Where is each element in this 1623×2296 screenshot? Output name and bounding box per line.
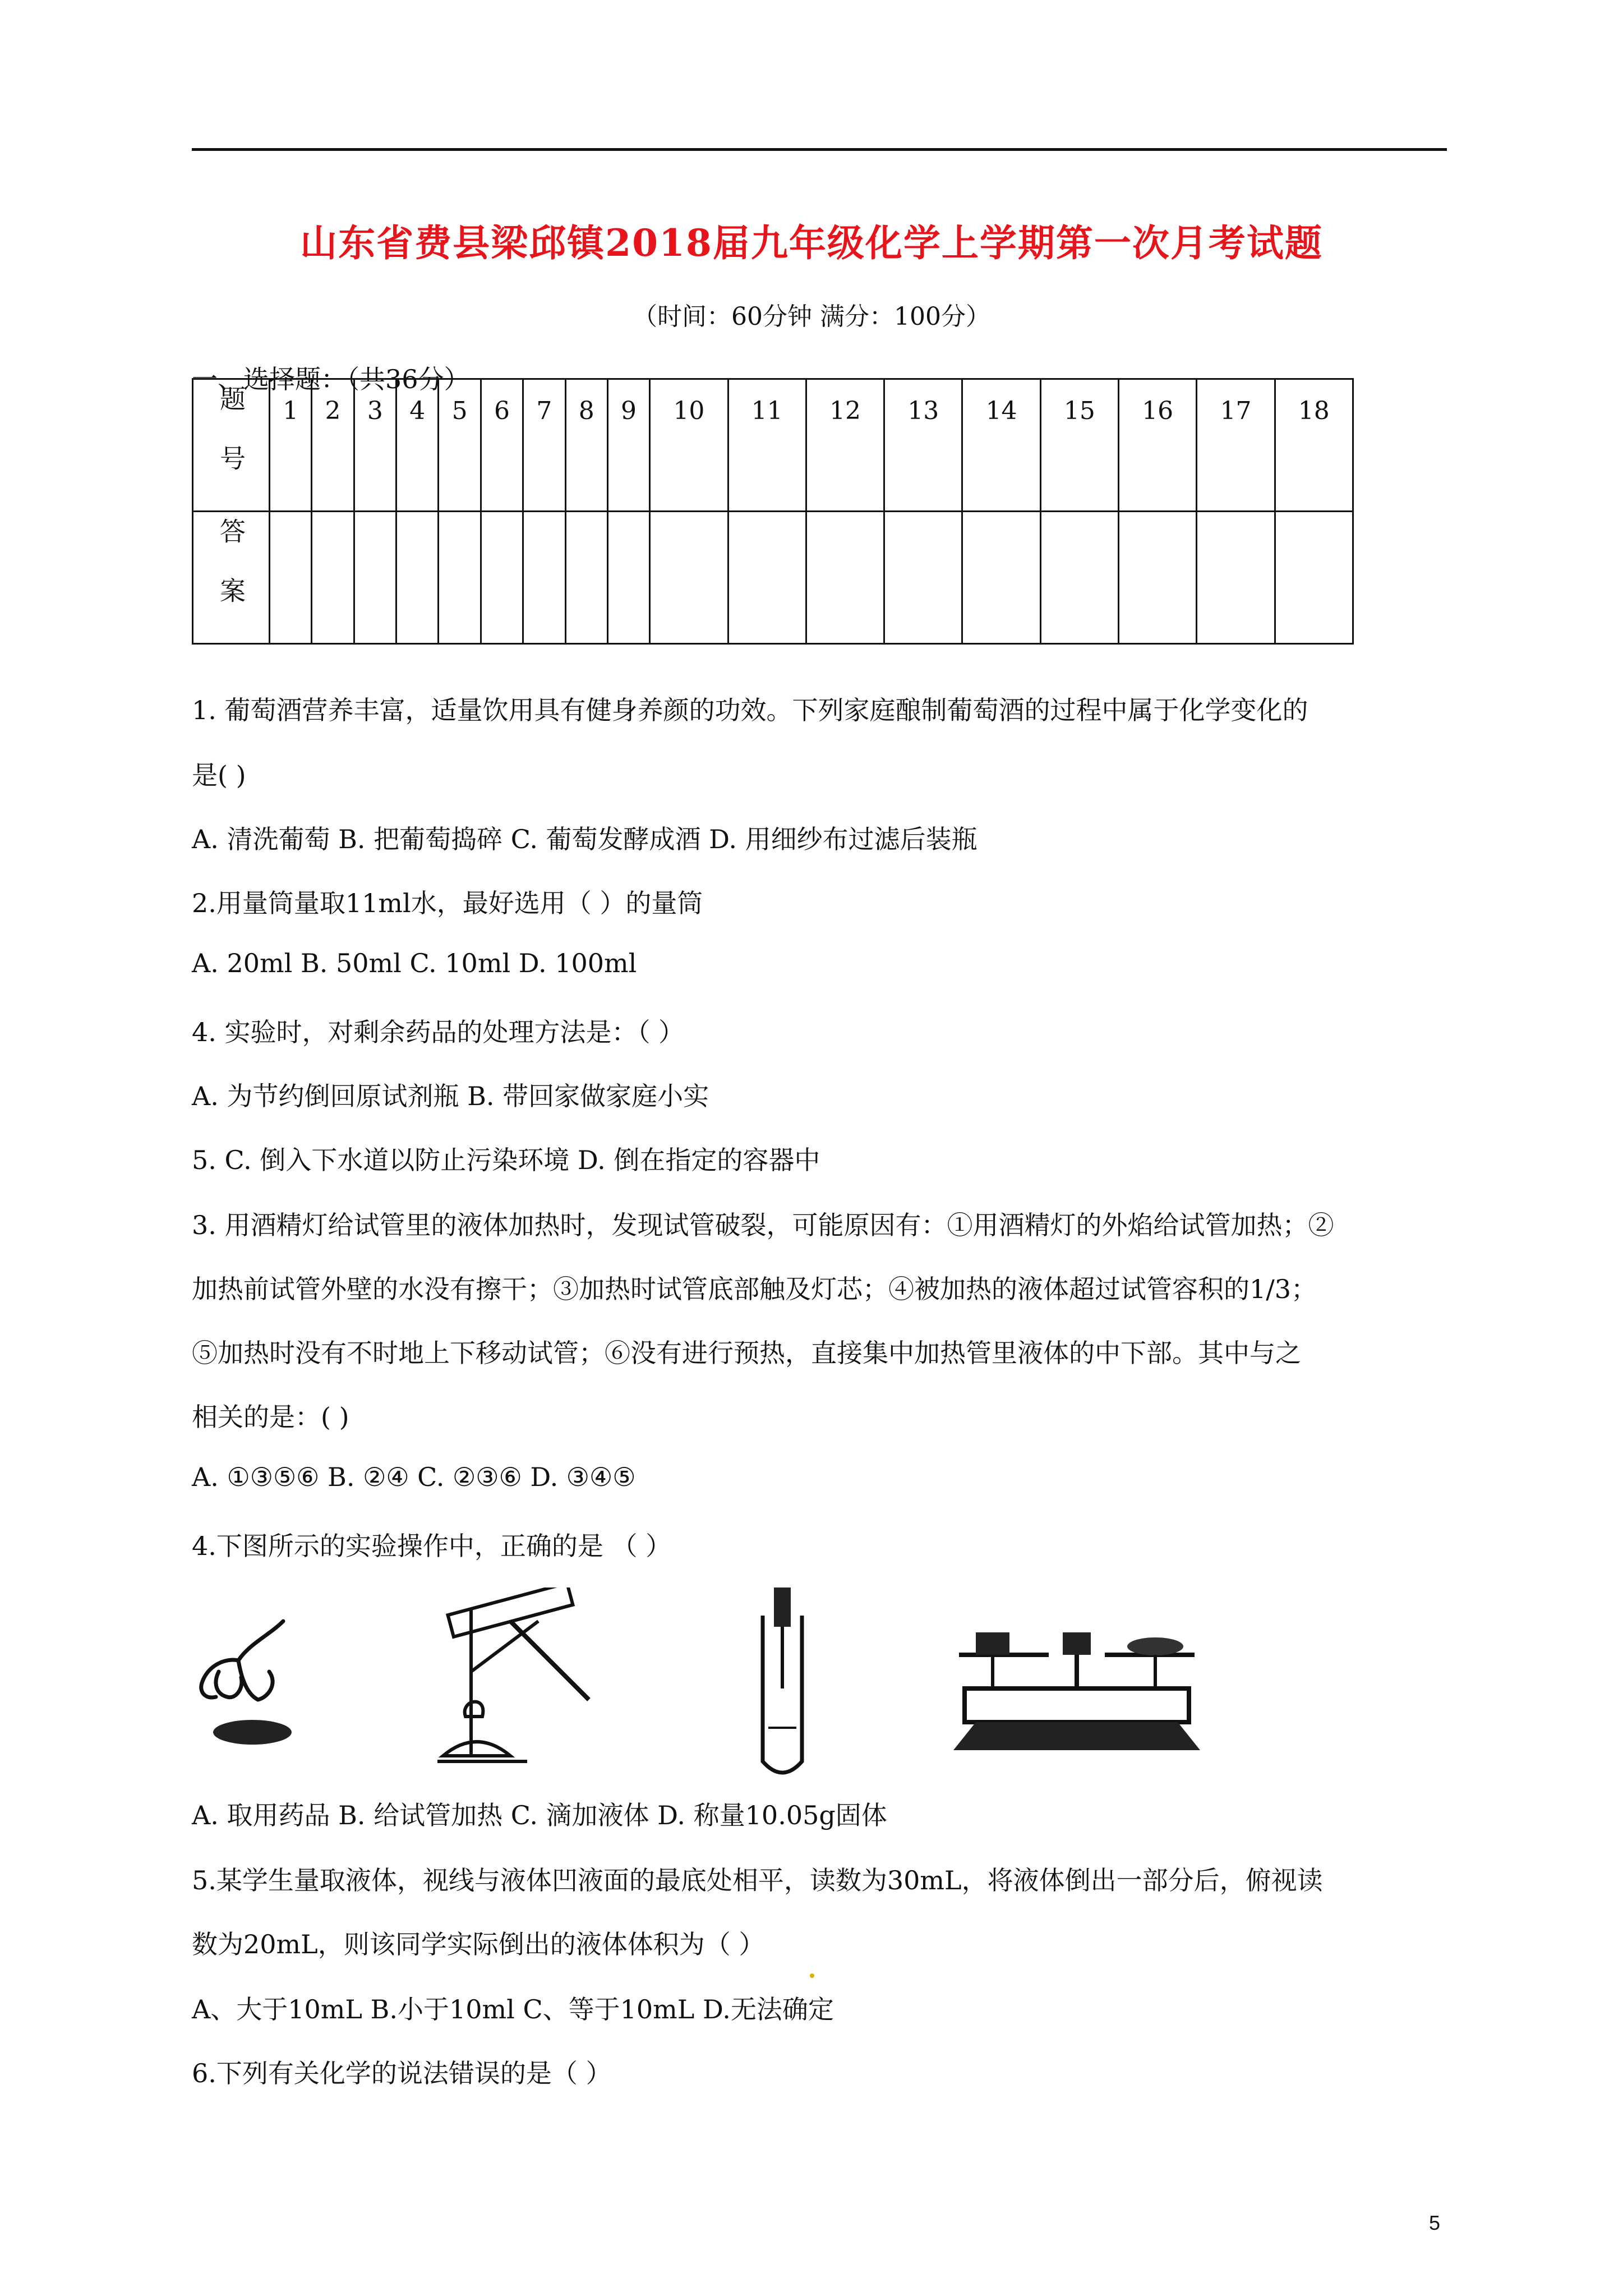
question-line: 相关的是：( )	[192, 1402, 349, 1432]
table-cell: 15	[1040, 379, 1118, 512]
question-line: 3. 用酒精灯给试管里的液体加热时，发现试管破裂，可能原因有：①用酒精灯的外焰给试管加热；②	[192, 1210, 1334, 1240]
table-cell: 18	[1275, 379, 1353, 512]
header-rule	[192, 148, 1447, 151]
row-header-answer: 答案	[193, 512, 270, 644]
answer-cell[interactable]	[565, 512, 607, 644]
question-line: 是( )	[192, 760, 246, 790]
answer-table	[192, 378, 1354, 645]
row-header-number: 题号	[193, 379, 270, 512]
question-line: 加热前试管外壁的水没有擦干；③加热时试管底部触及灯芯；④被加热的液体超过试管容积的1/3；	[192, 1274, 1317, 1304]
question-line: 1. 葡萄酒营养丰富，适量饮用具有健身养颜的功效。下列家庭酿制葡萄酒的过程中属于化学变化的	[192, 695, 1308, 725]
dropper-test-tube-figure	[751, 1582, 813, 1784]
table-cell: 14	[962, 379, 1040, 512]
section-heading: 一、选择题：（共36分）	[192, 364, 470, 394]
question-line: 6.下列有关化学的说法错误的是（ ）	[192, 2058, 612, 2088]
heating-test-tube-figure	[426, 1588, 617, 1773]
answer-cell[interactable]	[728, 512, 806, 644]
answer-cell[interactable]	[481, 512, 523, 644]
exam-info: （时间：60分钟 满分：100分）	[633, 302, 990, 331]
table-cell: 16	[1119, 379, 1197, 512]
answer-cell[interactable]	[1119, 512, 1197, 644]
answer-cell[interactable]	[312, 512, 354, 644]
question-line: A. 清洗葡萄 B. 把葡萄捣碎 C. 葡萄发酵成酒 D. 用细纱布过滤后装瓶	[192, 824, 978, 854]
table-row-numbers	[193, 379, 1353, 512]
table-cell: 10	[650, 379, 728, 512]
page-title: 山东省费县梁邱镇2018届九年级化学上学期第一次月考试题	[300, 221, 1323, 265]
question-line: 数为20mL，则该同学实际倒出的液体体积为（ ）	[192, 1929, 765, 1959]
question-line: A、大于10mL B.小于10ml C、等于10mL D.无法确定	[192, 1994, 834, 2024]
balance-scale-figure	[942, 1621, 1211, 1756]
question-line: A. ①③⑤⑥ B. ②④ C. ②③⑥ D. ③④⑤	[192, 1462, 636, 1492]
answer-cell[interactable]	[650, 512, 728, 644]
table-cell: 12	[806, 379, 884, 512]
table-row-answers	[193, 512, 1353, 644]
page-number: 5	[1429, 2211, 1441, 2234]
answer-cell[interactable]	[962, 512, 1040, 644]
mark-dot	[810, 1973, 814, 1978]
answer-cell[interactable]	[523, 512, 565, 644]
question-line: A. 取用药品 B. 给试管加热 C. 滴加液体 D. 称量10.05g固体	[192, 1800, 887, 1830]
answer-cell[interactable]	[1275, 512, 1353, 644]
question-line: 5.某学生量取液体，视线与液体凹液面的最底处相平，读数为30mL，将液体倒出一部分后，俯视读	[192, 1865, 1323, 1895]
answer-cell[interactable]	[806, 512, 884, 644]
table-cell: 1	[270, 379, 312, 512]
table-cell: 13	[884, 379, 962, 512]
answer-cell[interactable]	[354, 512, 396, 644]
table-cell: 17	[1197, 379, 1275, 512]
table-cell: 6	[481, 379, 523, 512]
question-line: A. 20ml B. 50ml C. 10ml D. 100ml	[192, 948, 637, 978]
answer-cell[interactable]	[270, 512, 312, 644]
question-line: ⑤加热时没有不时地上下移动试管；⑥没有进行预热，直接集中加热管里液体的中下部。其中与之	[192, 1338, 1301, 1368]
answer-cell[interactable]	[1197, 512, 1275, 644]
answer-cell[interactable]	[884, 512, 962, 644]
table-cell: 9	[607, 379, 649, 512]
question-line: 4.下图所示的实验操作中，正确的是 （ ）	[192, 1531, 672, 1561]
answer-cell[interactable]	[439, 512, 481, 644]
table-cell: 5	[439, 379, 481, 512]
table-cell: 8	[565, 379, 607, 512]
table-cell: 3	[354, 379, 396, 512]
answer-cell[interactable]	[607, 512, 649, 644]
table-cell: 11	[728, 379, 806, 512]
answer-cell[interactable]	[396, 512, 439, 644]
hand-taking-reagent-figure	[185, 1604, 320, 1756]
question-line: 2.用量筒量取11ml水，最好选用（ ）的量筒	[192, 888, 703, 918]
table-cell: 2	[312, 379, 354, 512]
question-line: A. 为节约倒回原试剂瓶 B. 带回家做家庭小实	[192, 1081, 709, 1111]
answer-cell[interactable]	[1040, 512, 1118, 644]
table-cell: 7	[523, 379, 565, 512]
table-cell: 4	[396, 379, 439, 512]
question-line: 5. C. 倒入下水道以防止污染环境 D. 倒在指定的容器中	[192, 1145, 820, 1175]
question-line: 4. 实验时，对剩余药品的处理方法是：（ ）	[192, 1017, 685, 1047]
